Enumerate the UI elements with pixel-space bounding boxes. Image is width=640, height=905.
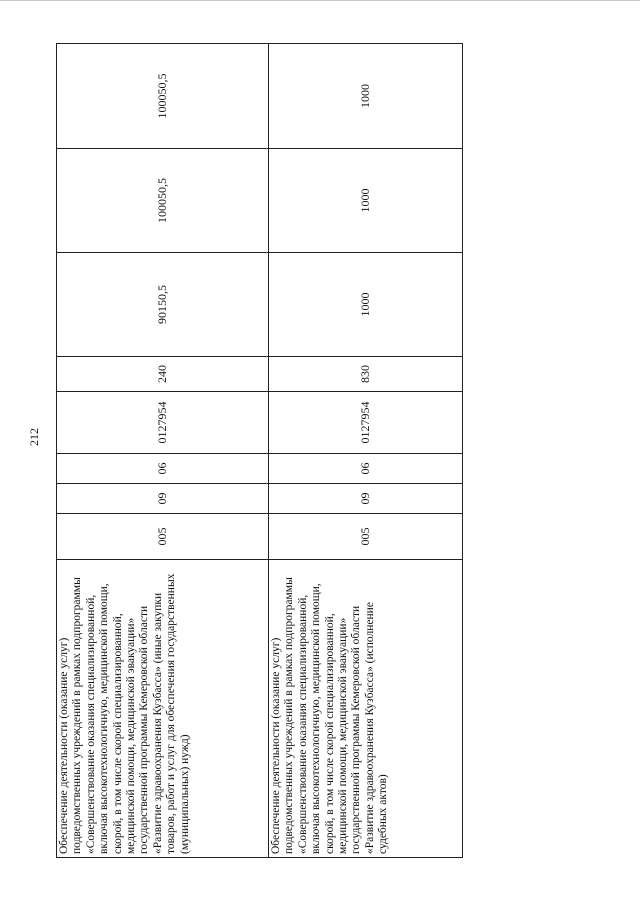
- amount-cell: 100050,5: [57, 149, 269, 253]
- amount-cell: 90150,5: [57, 253, 269, 357]
- budget-table: [56, 43, 463, 858]
- amount-cell: 1000: [269, 149, 463, 253]
- target-article-code: 0127954: [269, 392, 463, 454]
- ministry-code: 005: [57, 514, 269, 560]
- table-row: [269, 44, 463, 858]
- section-code: 09: [269, 484, 463, 514]
- row-description: Обеспечение деятельности (оказание услуг) подведомственных учреждений в рамках подпрограммы «Совершенствование оказания специализированной, включая высокотехнологичную, медицинской помощи, скорой, в том числе скорой специализированной, медицинской помощи, медицинской эвакуации» государственной программы Кемеровской области «Развитие здравоохранения Кузбасса» (иные закупки товаров, работ и услуг для обеспечения государственных (муниципальных) нужд): [57, 560, 269, 858]
- table-row: [57, 44, 269, 858]
- section-code: 09: [57, 484, 269, 514]
- amount-cell: 1000: [269, 44, 463, 149]
- expense-type-code: 240: [57, 357, 269, 392]
- row-description: Обеспечение деятельности (оказание услуг) подведомственных учреждений в рамках подпрограммы «Совершенствование оказания специализированной, включая высокотехнологичную, медицинской помощи, скорой, в том числе скорой специализированной, медицинской помощи, медицинской эвакуации» государственной программы Кемеровской области «Развитие здравоохранения Кузбасса» (исполнение судебных актов): [269, 560, 463, 858]
- target-article-code: 0127954: [57, 392, 269, 454]
- subsection-code: 06: [269, 454, 463, 484]
- page-top-rule: [0, 0, 640, 1]
- amount-cell: 1000: [269, 253, 463, 357]
- subsection-code: 06: [57, 454, 269, 484]
- ministry-code: 005: [269, 514, 463, 560]
- expense-type-code: 830: [269, 357, 463, 392]
- amount-cell: 100050,5: [57, 44, 269, 149]
- page-number: 212: [27, 428, 41, 446]
